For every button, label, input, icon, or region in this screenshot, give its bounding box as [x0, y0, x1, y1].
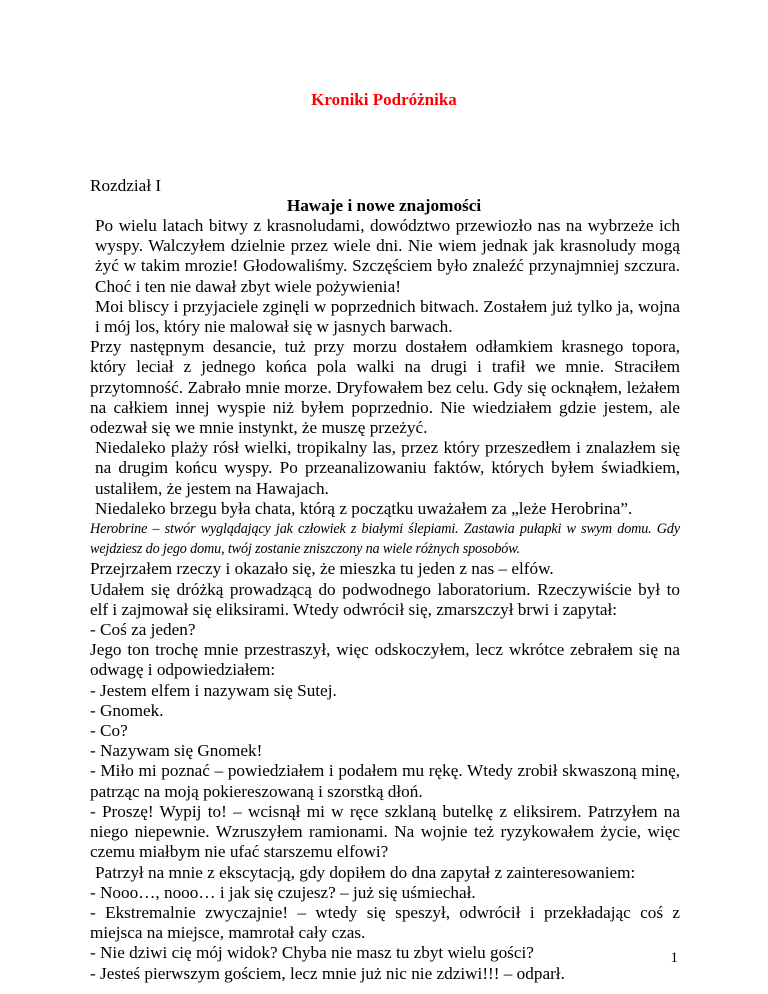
- dialogue-line: - Coś za jeden?: [90, 620, 196, 640]
- chapter-heading: Rozdział I: [90, 176, 162, 195]
- dialogue-line: - Jesteś pierwszym gościem, lecz mnie już nic nie zdziwi!!! – odparł.: [90, 963, 565, 983]
- paragraph: Po wielu latach bitwy z krasnoludami, dowództwo przewiozło nas na wybrzeże ich wyspy. Walczyłem dzielnie przez wiele dni. Nie wiem jednak jak krasnoludy mogą żyć w takim mrozie! Głodowaliśmy. Szczęściem było znaleźć przynajmniej szczura. Choć i ten nie dawał zbyt wiele pożywienia!: [95, 216, 680, 296]
- dialogue-line: - Gnomek.: [90, 700, 164, 720]
- paragraph: Moi bliscy i przyjaciele zginęli w poprzednich bitwach. Zostałem już tylko ja, wojna i mój los, który nie malował się w jasnych barwach.: [95, 296, 680, 337]
- dialogue-line: - Jestem elfem i nazywam się Sutej.: [90, 680, 337, 700]
- paragraph: Przejrzałem rzeczy i okazało się, że mieszka tu jeden z nas – elfów.: [90, 559, 554, 579]
- paragraph: Udałem się dróżką prowadzącą do podwodnego laboratorium. Rzeczywiście był to elf i zajmował się eliksirami. Wtedy odwrócił się, zmarszczył brwi i zapytał:: [90, 579, 680, 619]
- document-title: Kroniki Podróżnika: [311, 90, 457, 109]
- paragraph: Przy następnym desancie, tuż przy morzu dostałem odłamkiem krasnego topora, który leciał z jednego końca pola walki na drugi i trafił we mnie. Straciłem przytomność. Zabrało mnie morze. Dryfowałem bez celu. Gdy się ocknąłem, leżałem na całkiem innej wyspie niż byłem poprzednio. Nie wiedziałem gdzie jestem, ale odezwał się we mnie instynkt, że muszę przeżyć.: [90, 337, 680, 438]
- dialogue-line: - Nie dziwi cię mój widok? Chyba nie masz tu zbyt wielu gości?: [90, 943, 534, 963]
- dialogue-line: - Proszę! Wypij to! – wcisnął mi w ręce szklaną butelkę z eliksirem. Patrzyłem na niego niepewnie. Wzruszyłem ramionami. Na wojnie też ryzykowałem życie, więc czemu miałbym nie ufać starszemu elfowi?: [90, 801, 680, 862]
- chapter-subtitle: Hawaje i nowe znajomości: [286, 196, 482, 215]
- dialogue-line: - Nazywam się Gnomek!: [90, 741, 263, 761]
- dialogue-line: - Miło mi poznać – powiedziałem i podałem mu rękę. Wtedy zrobił skwaszoną minę, patrząc na moją pokiereszowaną i szorstką dłoń.: [90, 761, 680, 801]
- page-number: 1: [670, 950, 678, 966]
- dialogue-line: - Ekstremalnie zwyczajnie! – wtedy się speszył, odwrócił i przekładając coś z miejsca na miejsce, mamrotał cały czas.: [90, 902, 680, 943]
- paragraph: Jego ton trochę mnie przestraszył, więc odskoczyłem, lecz wkrótce zebrałem się na odwagę i odpowiedziałem:: [90, 640, 680, 680]
- paragraph: Niedaleko brzegu była chata, którą z początku uważałem za „leże Herobrina”.: [95, 498, 633, 518]
- paragraph: Patrzył na mnie z ekscytacją, gdy dopiłem do dna zapytał z zainteresowaniem:: [95, 862, 636, 882]
- dialogue-line: - Nooo…, nooo… i jak się czujesz? – już się uśmiechał.: [90, 882, 476, 902]
- paragraph: Niedaleko plaży rósł wielki, tropikalny las, przez który przeszedłem i znalazłem się na drugim końcu wyspy. Po przeanalizowaniu faktów, których byłem świadkiem, ustaliłem, że jestem na Hawajach.: [95, 438, 680, 498]
- dialogue-line: - Co?: [90, 721, 128, 741]
- document-body: [90, 216, 680, 984]
- herobrine-note: Herobrine – stwór wyglądający jak człowiek z białymi ślepiami. Zastawia pułapki w swym domu. Gdy wejdziesz do jego domu, twój zostanie zniszczony na wiele różnych sposobów.: [90, 521, 680, 558]
